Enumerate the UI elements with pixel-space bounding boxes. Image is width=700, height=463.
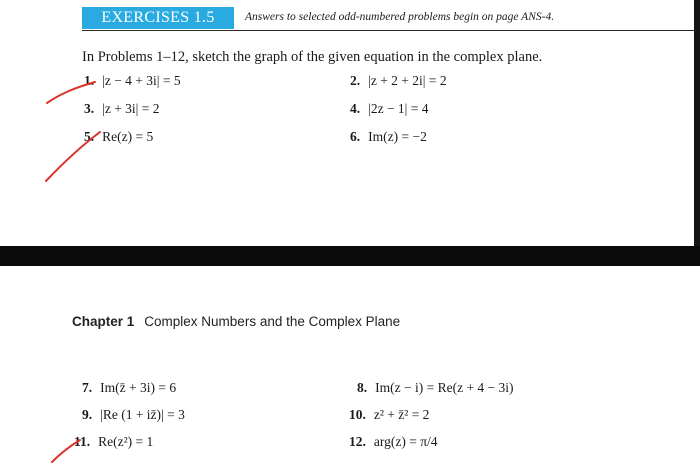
answers-note: Answers to selected odd-numbered problems begin on page ANS-4. [245, 11, 555, 23]
chapter-label: Chapter 1 [72, 314, 135, 329]
problem-equation: Im(z) = −2 [368, 129, 427, 144]
problem-item [350, 101, 429, 117]
problem-item [349, 434, 438, 450]
problems-intro: In Problems 1–12, sketch the graph of the given equation in the complex plane. [82, 49, 543, 65]
problem-item [82, 380, 176, 396]
chapter-title: Complex Numbers and the Complex Plane [144, 314, 401, 329]
problem-item [357, 380, 514, 396]
problem-equation: |z + 2 + 2i| = 2 [368, 73, 447, 88]
problem-number: 1. [84, 73, 95, 88]
problem-number: 10. [349, 407, 366, 422]
problem-number: 9. [82, 407, 93, 422]
problem-equation: |2z − 1| = 4 [368, 101, 429, 116]
problem-number: 11. [74, 434, 91, 449]
problem-number: 5. [84, 129, 95, 144]
problem-item [82, 407, 185, 423]
problem-equation: |z − 4 + 3i| = 5 [102, 73, 181, 88]
problem-item [84, 73, 181, 89]
problem-equation: Re(z) = 5 [102, 129, 154, 144]
problem-equation: Im(z̄ + 3i) = 6 [100, 380, 177, 395]
chapter-running-head [72, 314, 400, 329]
problem-equation: z² + z̄² = 2 [373, 407, 430, 422]
problem-number: 2. [350, 73, 361, 88]
problem-item [350, 129, 427, 145]
problem-number: 7. [82, 380, 93, 395]
problem-equation: |Re (1 + iz̄)| = 3 [100, 407, 185, 422]
problem-number: 3. [84, 101, 95, 116]
problem-item [84, 129, 153, 145]
problem-item [84, 101, 160, 117]
problem-equation: Im(z − i) = Re(z + 4 − 3i) [375, 380, 514, 395]
problem-item [74, 434, 153, 450]
problem-number: 8. [357, 380, 368, 395]
screenshot-divider [0, 246, 700, 266]
problem-equation: arg(z) = π/4 [373, 434, 438, 449]
problem-item [349, 407, 429, 423]
problem-equation: Re(z²) = 1 [98, 434, 154, 449]
header-rule [82, 30, 694, 31]
problem-number: 4. [350, 101, 361, 116]
problem-equation: |z + 3i| = 2 [102, 101, 160, 116]
section-header-tab: EXERCISES 1.5 [82, 7, 234, 29]
page-edge-shadow [694, 0, 700, 246]
problem-number: 6. [350, 129, 361, 144]
problem-item [350, 73, 447, 89]
problem-number: 12. [349, 434, 366, 449]
